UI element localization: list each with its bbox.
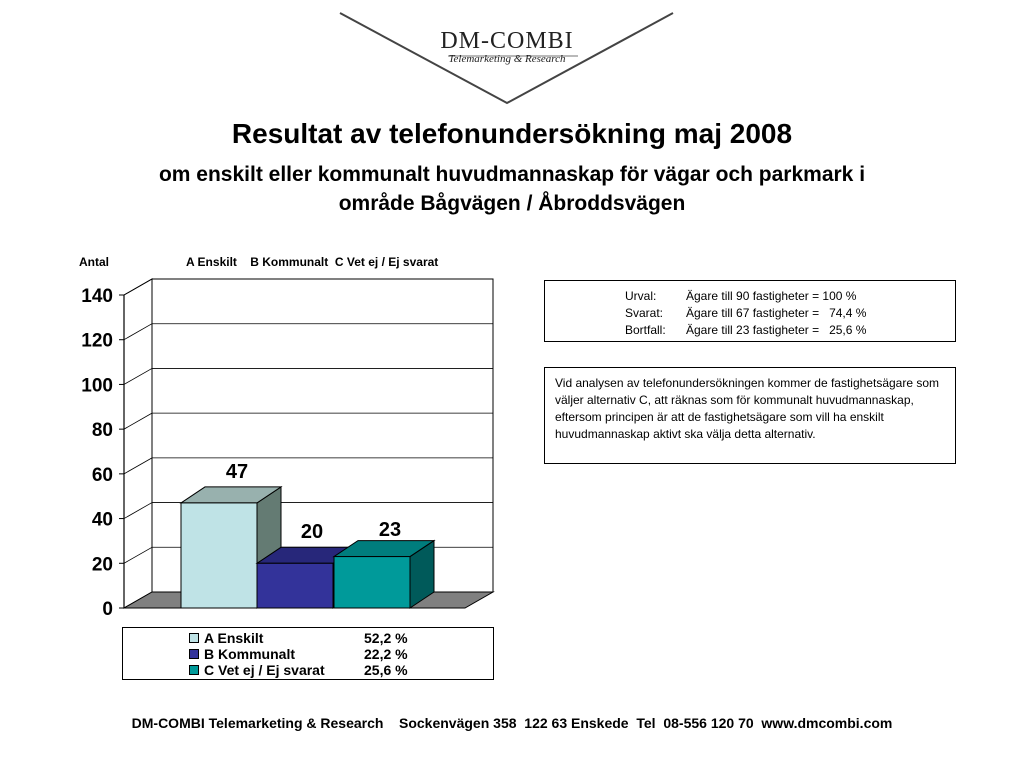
footer-contact: DM-COMBI Telemarketing & Research Sockenvägen 358 122 63 Enskede Tel 08-556 120 70 www.dmcombi.com (131, 715, 893, 731)
y-tick-label: 120 (81, 330, 113, 352)
legend-item-a (189, 630, 493, 646)
bar-front (257, 563, 333, 608)
y-tick-label: 60 (91, 464, 113, 486)
data-label-b: 20 (300, 521, 324, 543)
sample-label: Urval: (625, 289, 657, 303)
category-header: A Enskilt B Kommunalt C Vet ej / Ej svarat (186, 255, 439, 269)
page-title: Resultat av telefonundersökning maj 2008 (231, 118, 793, 149)
legend-swatch-b (189, 649, 199, 659)
legend-item-b (189, 646, 493, 662)
data-label-a: 47 (225, 461, 249, 483)
sample-info-box (544, 280, 956, 342)
legend-item-c (189, 662, 493, 678)
legend-pct-a: 52,2 % (364, 630, 408, 646)
data-label-c: 23 (378, 519, 402, 541)
legend-swatch-c (189, 665, 199, 675)
logo-tagline: Telemarketing & Research (448, 53, 566, 65)
chart-legend (122, 627, 494, 680)
bar-c (334, 541, 434, 608)
logo-brand: DM-COMBI (440, 28, 574, 54)
y-axis-label: Antal (79, 255, 109, 269)
legend-swatch-a (189, 633, 199, 643)
legend-label-a: A Enskilt (204, 630, 264, 646)
y-tick-label: 20 (91, 554, 113, 576)
y-ticks (81, 286, 124, 620)
sample-label: Svarat: (625, 306, 664, 320)
sample-label: Bortfall: (625, 323, 666, 337)
legend-label-c: C Vet ej / Ej svarat (204, 662, 325, 678)
dmcombi-logo (0, 0, 1024, 110)
y-tick-label: 140 (81, 286, 113, 307)
bar-front (181, 503, 257, 608)
sample-text: Ägare till 67 fastigheter = 74,4 % (686, 306, 867, 320)
sample-text: Ägare till 90 fastigheter = 100 % (686, 289, 857, 303)
subtitle-line-2: område Bågvägen / Åbroddsvägen (338, 192, 686, 215)
y-tick-label: 100 (81, 375, 113, 397)
legend-pct-b: 22,2 % (364, 646, 408, 662)
sample-row-bortfall (625, 322, 955, 339)
y-tick-label: 80 (91, 420, 113, 442)
legend-label-b: B Kommunalt (204, 646, 295, 662)
sample-text: Ägare till 23 fastigheter = 25,6 % (686, 323, 867, 337)
subtitle-line-1: om enskilt eller kommunalt huvudmannaskap för vägar och parkmark i (158, 163, 866, 186)
side-wall (124, 279, 152, 608)
bar-chart (0, 245, 520, 690)
page-subtitle (62, 160, 962, 218)
y-tick-label: 0 (102, 599, 113, 620)
y-tick-label: 40 (91, 509, 113, 531)
bar-front (334, 557, 410, 608)
legend-pct-c: 25,6 % (364, 662, 408, 678)
analysis-note: Vid analysen av telefonundersökningen kommer de fastighetsägare som väljer alternativ C, att räknas som för kommunalt huvudmannaskap, eftersom principen är att de fastighetsägare som vill ha enskilt huvudmannaskap aktivt ska välja detta alternativ. (544, 367, 956, 464)
sample-row-svarat (625, 305, 955, 322)
sample-row-urval (625, 288, 955, 305)
